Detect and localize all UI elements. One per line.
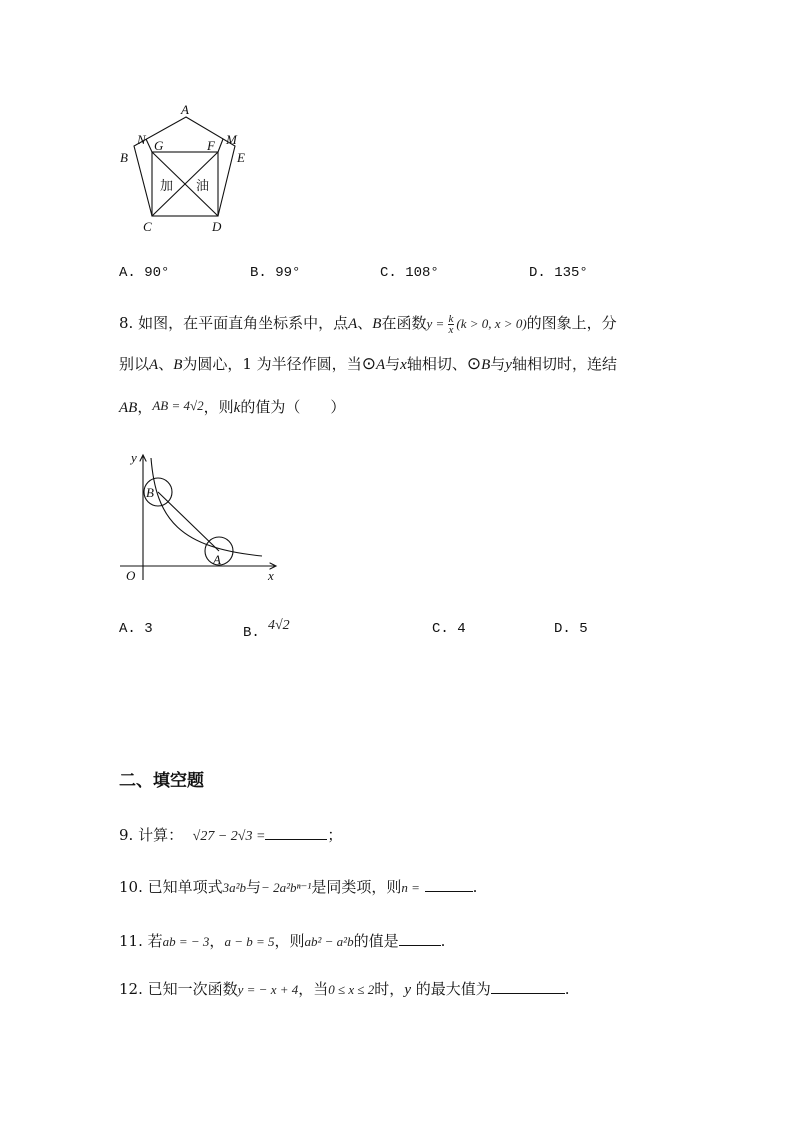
q10-suffix: . <box>472 878 478 896</box>
box-label-right: 油 <box>196 179 210 194</box>
q8-line-2 <box>119 354 617 375</box>
q11-condition-1: ab = − 3 <box>162 934 210 949</box>
label-point-a: A <box>213 552 221 567</box>
segment-ab <box>158 492 219 551</box>
q11-sep: ， <box>209 932 225 950</box>
circle-a-symbol: ⊙ <box>361 354 376 374</box>
q8-frac-num: k <box>448 312 454 325</box>
q8-option-c: C. 4 <box>432 621 466 637</box>
label-f: F <box>207 138 215 153</box>
q7-option-a: A. 90° <box>119 265 170 281</box>
pentagon-figure <box>110 100 270 240</box>
q10-text: 与 <box>246 878 262 896</box>
q8-var-k: k <box>233 400 241 416</box>
q8-frac-den: x <box>448 323 454 336</box>
q8-text: 轴相切时，连结 <box>511 355 617 373</box>
q8-line-1 <box>119 313 617 335</box>
q8-text: ，则 <box>203 398 234 416</box>
q8-comma: ， <box>137 398 153 416</box>
tick-m <box>218 139 223 152</box>
q11-answer-blank[interactable] <box>399 931 441 946</box>
q12-text: 时， <box>374 980 405 998</box>
label-n: N <box>137 132 146 147</box>
q9-suffix: ； <box>327 826 343 844</box>
q7-option-d: D. 135° <box>529 265 588 281</box>
q8-text: 轴相切、 <box>406 355 467 373</box>
q8-fraction <box>448 314 455 335</box>
box-label-left: 加 <box>160 179 174 194</box>
q11-suffix: . <box>440 932 446 950</box>
label-g: G <box>154 138 164 153</box>
q12-function: y = − x + 4 <box>237 982 299 997</box>
q11-condition-2: a − b = 5 <box>224 934 275 949</box>
q8-option-a: A. 3 <box>119 621 153 637</box>
q8-text: 的值为（ ） <box>240 398 346 416</box>
q9-answer-blank[interactable] <box>265 825 327 840</box>
coordinate-figure <box>115 445 285 585</box>
q8-text: 在函数 <box>381 314 427 332</box>
section-title: 二、填空题 <box>119 771 204 791</box>
q10-monomial-1: 3a²b <box>222 880 247 895</box>
q8-point-b: B <box>481 357 491 373</box>
q12-prefix: 12. 已知一次函数 <box>119 980 238 998</box>
q8-axis-x: x <box>400 357 407 373</box>
q11-text: ，则 <box>274 932 305 950</box>
q7-option-c: C. 108° <box>380 265 439 281</box>
q9-line <box>119 825 342 847</box>
q10-line <box>119 877 477 898</box>
q8-point-a: A <box>149 357 159 373</box>
q10-text: 是同类项，则 <box>311 878 402 896</box>
q12-suffix: . <box>564 980 570 998</box>
q8-text: 的图象上，分 <box>526 314 617 332</box>
label-c: C <box>143 219 152 234</box>
hyperbola-curve <box>151 458 262 556</box>
q11-expression: ab² − a²b <box>304 934 354 949</box>
q7-option-b: B. 99° <box>250 265 301 281</box>
q8-text: 与 <box>385 355 401 373</box>
label-point-b: B <box>146 485 154 500</box>
q9-prefix: 9. 计算： <box>119 826 184 844</box>
q12-line <box>119 979 570 1000</box>
q8-point-a: A <box>348 316 358 332</box>
q8-option-b-value: 4√2 <box>268 618 290 633</box>
q8-text: 别以 <box>119 355 150 373</box>
q8-point-a: A <box>375 357 386 373</box>
circle-b-symbol: ⊙ <box>466 354 482 374</box>
label-x-axis: x <box>268 568 274 583</box>
q8-sep: 、 <box>158 355 174 373</box>
label-d: D <box>212 219 222 234</box>
q8-condition: (k > 0, x > 0) <box>456 316 527 331</box>
q10-monomial-2: − 2a²bⁿ⁻¹ <box>261 880 312 895</box>
q8-line-3 <box>119 396 345 418</box>
label-y-axis: y <box>131 450 137 465</box>
q8-equation-ab: AB = 4√2 <box>152 398 204 413</box>
q8-text: 与 <box>490 355 506 373</box>
label-origin: O <box>126 568 136 583</box>
q12-var-y: y <box>404 982 411 998</box>
q8-sep: 、 <box>357 314 373 332</box>
q8-text: 8. 如图，在平面直角坐标系中，点 <box>119 314 349 332</box>
q11-prefix: 11. 若 <box>119 932 163 950</box>
label-e: E <box>237 150 245 165</box>
q8-point-b: B <box>173 357 183 373</box>
tick-n <box>146 139 152 152</box>
q12-text: 的最大值为 <box>410 980 491 998</box>
q8-axis-y: y <box>505 357 512 373</box>
pentagon-shape <box>134 117 235 216</box>
q12-answer-blank[interactable] <box>491 979 565 994</box>
q11-line <box>119 931 445 952</box>
label-m: M <box>226 132 237 147</box>
q10-var-n: n = <box>401 880 420 895</box>
q10-answer-blank[interactable] <box>425 877 473 892</box>
q10-prefix: 10. 已知单项式 <box>119 878 223 896</box>
q11-text: 的值是 <box>353 932 399 950</box>
label-b: B <box>120 150 128 165</box>
q12-range: 0 ≤ x ≤ 2 <box>328 982 375 997</box>
q8-text: 为圆心，1 为半径作圆，当 <box>182 355 362 373</box>
label-a: A <box>181 102 189 117</box>
q8-option-b: B. <box>243 625 260 641</box>
q12-text: ，当 <box>298 980 329 998</box>
q8-point-b: B <box>372 316 382 332</box>
q8-segment-ab: AB <box>119 400 138 416</box>
q8-option-d: D. 5 <box>554 621 588 637</box>
q9-expression: √27 − 2√3 = <box>192 829 266 844</box>
q8-function: y = <box>426 316 448 331</box>
